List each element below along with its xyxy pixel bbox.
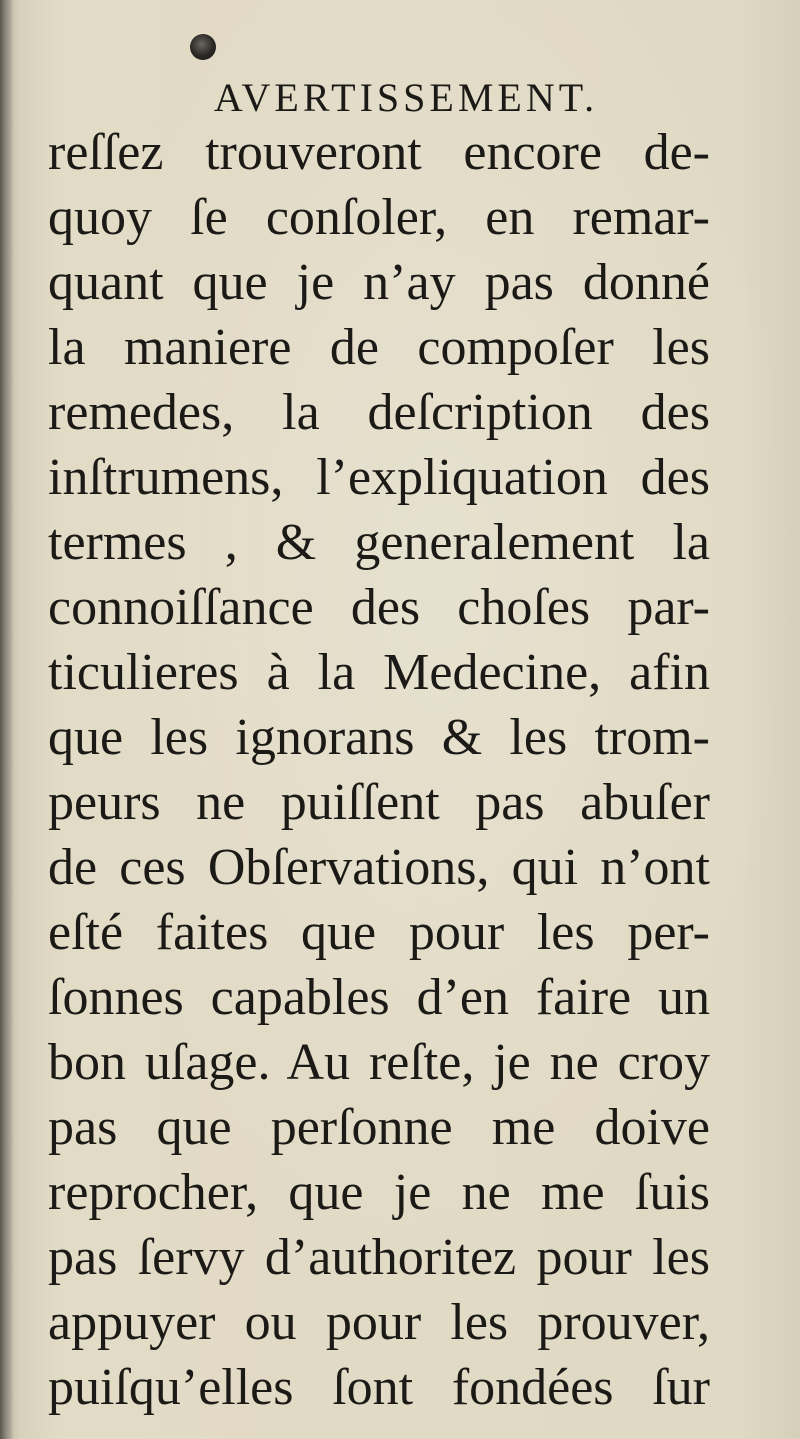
text-line: pas ſervy d’authoritez pour les <box>48 1229 710 1286</box>
text-line: termes , & generalement la <box>48 514 710 571</box>
text-line: connoiſſance des choſes par- <box>48 579 710 636</box>
text-line: bon uſage. Au reſte, je ne croy <box>48 1034 710 1091</box>
text-line: de ces Obſervations, qui n’ont <box>48 839 710 896</box>
text-line: pas que perſonne me doive <box>48 1099 710 1156</box>
ink-blot-icon <box>190 34 216 60</box>
text-line: inſtrumens, l’expliquation des <box>48 449 710 506</box>
text-line: la maniere de compoſer les <box>48 319 710 376</box>
text-line: appuyer ou pour les prouver, <box>48 1294 710 1351</box>
text-line: reſſez trouveront encore de- <box>48 124 710 181</box>
binding-shadow <box>0 0 14 1439</box>
text-line: eſté faites que pour les per- <box>48 904 710 961</box>
text-line: reprocher, que je ne me ſuis <box>48 1164 710 1221</box>
text-line: puiſqu’elles ſont fondées ſur <box>48 1359 710 1416</box>
text-line: peurs ne puiſſent pas abuſer <box>48 774 710 831</box>
text-line: que les ignorans & les trom- <box>48 709 710 766</box>
text-line: quoy ſe conſoler, en remar- <box>48 189 710 246</box>
text-line: ſonnes capables d’en faire un <box>48 969 710 1026</box>
body-text <box>48 120 710 1420</box>
running-head: AVERTISSEMENT. <box>213 75 599 120</box>
text-line: quant que je n’ay pas donné <box>48 254 710 311</box>
text-line: remedes, la deſcription des <box>48 384 710 441</box>
text-line: ticulieres à la Medecine, afin <box>48 644 710 701</box>
